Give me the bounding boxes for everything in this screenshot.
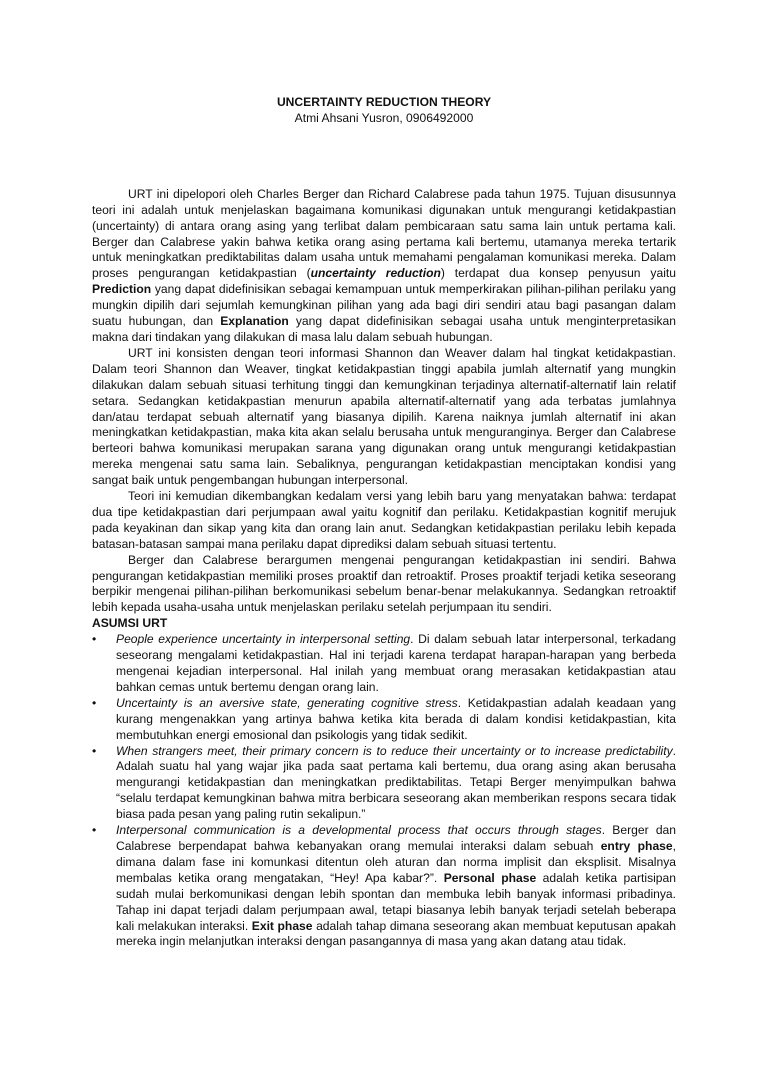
para1-term-prediction: Prediction [92, 282, 152, 297]
assumption-text: adalah ketika partisipan sudah mulai berkomunikasi dengan lebih spontan dan membuka lebih banyak informasi pribadinya. Tahap ini dapat terjadi dalam perjumpaan awal, tetapi biasanya lebih banyak terjadi setelah beberapa kali melakukan interaksi. [116, 870, 676, 933]
paragraph-proactive-retroactive: Berger dan Calabrese berargumen mengenai pengurangan ketidakpastian ini sendiri. Bahwa pengurangan ketidakpastian memiliki proses proaktif dan retroaktif. Proses proaktif terjadi ketika seseorang berpikir mengenai pilihan-pilihan berkomunikasi sebelum benar-benar melakukannya. Sedangkan retroaktif lebih kepada usaha-usaha untuk menjelaskan perilaku setelah perjumpaan itu sendiri. [92, 552, 676, 615]
section-heading-asumsi: ASUMSI URT [92, 616, 168, 631]
bullet-icon: • [92, 743, 97, 758]
list-item [92, 696, 676, 744]
document-title: UNCERTAINTY REDUCTION THEORY [276, 95, 492, 109]
document-body [92, 187, 676, 951]
assumption-title: People experience uncertainty in interpersonal setting [116, 632, 411, 647]
bullet-icon: • [92, 632, 97, 647]
para1-text-a: URT ini dipelopori oleh Charles Berger dan Richard Calabrese pada tahun 1975. Tujuan disusunnya teori ini adalah untuk menjelaskan bagaimana komunikasi digunakan untuk mengurangi ketidakpastian (uncertainty) di antara orang asing yang terlibat dalam pembicaraan satu sama lain untuk pertama kali. Berger dan Calabrese yakin bahwa ketika orang asing pertama kali bertemu, utamanya mereka tertarik untuk meningkatkan prediktabilitas dalam usaha untuk memahami pengalaman komunikasi mereka. Dalam proses pengurangan ketidakpastian ( [92, 186, 676, 281]
paragraph-cognitive-behavioral: Teori ini kemudian dikembangkan kedalam versi yang lebih baru yang menyatakan bahwa: terdapat dua tipe ketidakpastian dari perjumpaan awal yaitu kognitif dan perilaku. Ketidakpastian kognitif merujuk pada keyakinan dan sikap yang kita dan orang lain anut. Sedangkan ketidakpastian perilaku lebih kepada batasan-batasan sampai mana perilaku dapat diprediksi dalam sebuah situasi tertentu. [92, 489, 676, 551]
assumption-title: Interpersonal communication is a developmental process that occurs through stages [116, 823, 602, 838]
bullet-icon: • [92, 695, 97, 710]
paragraph-shannon-weaver: URT ini konsisten dengan teori informasi Shannon dan Weaver dalam hal tingkat ketidakpastian. Dalam teori Shannon dan Weaver, tingkat ketidakpastian tinggi apabila jumlah alternatif yang mungkin dilakukan dalam sebuah situasi terhitung tinggi dan kemungkinan terjadinya alternatif-alternatif lain relatif setara. Sedangkan ketidakpastian menurun apabila alternatif-alternatif yang ada terbatas jumlahnya dan/atau terdapat sebuah alternatif yang biasanya dipilih. Karena naiknya jumlah alternatif ini akan meningkatkan ketidakpastian, maka kita akan selalu berusaha untuk menguranginya. Berger dan Calabrese berteori bahwa komunikasi merupakan sarana yang digunakan orang untuk mengurangi ketidakpastian mereka mengenai satu sama lain. Sebaliknya, pengurangan ketidakpastian menciptakan kondisi yang sangat baik untuk pengembangan hubungan interpersonal. [92, 345, 676, 488]
para1-term-explanation: Explanation [220, 314, 289, 329]
term-entry-phase: entry phase [600, 838, 673, 853]
para1-term-uncertainty-reduction: uncertainty reduction [310, 266, 441, 281]
assumption-text: , dimana dalam fase ini komunkasi ditentun oleh aturan dan norma implisit dan eksplisit. Misalnya membalas ketika orang mengatakan, “Hey! Apa kabar?”. [116, 838, 676, 885]
para1-text-g: yang dapat didefinisikan sebagai usaha untuk menginterpretasikan makna dari tindakan yang dilakukan di masa lalu dalam sebuah hubungan. [92, 314, 676, 344]
term-exit-phase: Exit phase [251, 918, 313, 933]
bullet-icon: • [92, 823, 97, 838]
assumption-text: . Ketidakpastian adalah keadaan yang kurang mengenakkan yang artinya bahwa ketika kita berada di dalam kondisi ketidakpastian, kita membutuhkan energi emosional dan psikologis yang tidak sedikit. [116, 695, 676, 742]
list-item [92, 823, 676, 950]
assumption-title: When strangers meet, their primary concern is to reduce their uncertainty or to increase predictability [116, 743, 673, 758]
term-personal-phase: Personal phase [443, 870, 537, 885]
para1-text-e: yang dapat didefinisikan sebagai kemampuan untuk memperkirakan pilihan-pilihan perilaku yang mungkin dipilih dari sejumlah kemungkinan pilihan yang ada bagi diri sendiri atau bagi pasangan dalam suatu hubungan, dan [92, 282, 676, 329]
para1-text-c: ) terdapat dua konsep penyusun yaitu [440, 266, 676, 281]
assumption-title: Uncertainty is an aversive state, generating cognitive stress [116, 695, 458, 710]
assumption-text: adalah tahap dimana seseorang akan membuat keputusan apakah mereka ingin melanjutkan interaksi dengan pasangannya di masa yang akan datang atau tidak. [116, 918, 676, 949]
list-item [92, 744, 676, 824]
assumption-list [92, 632, 676, 950]
list-item [92, 632, 676, 696]
assumption-text: . Di dalam sebuah latar interpersonal, terkadang seseorang mengalami ketidakpastian. Hal ini terjadi karena terdapat harapan-harapan yang berbeda mengenai kejadian interpersonal. Hal inilah yang membuat orang merasakan ketidakpastian atau bahkan cemas untuk bertemu dengan orang lain. [116, 632, 676, 694]
assumption-text: . Berger dan Calabrese berpendapat bahwa kebanyakan orang memulai interaksi dalam sebuah [116, 823, 676, 853]
paragraph-intro [92, 187, 676, 346]
assumption-text: . Adalah suatu hal yang wajar jika pada saat pertama kali bertemu, dua orang asing akan berusaha mengurangi ketidakpastian dan meningkatkan prediktabilitas. Tetapi Berger menyimpulkan bahwa “selalu terdapat kemungkinan bahwa mitra berbicara seseorang akan memberikan respons secara tidak biasa pada pesan yang paling rutin sekalipun.” [116, 743, 676, 822]
author-line: Atmi Ahsani Yusron, 0906492000 [294, 110, 474, 125]
